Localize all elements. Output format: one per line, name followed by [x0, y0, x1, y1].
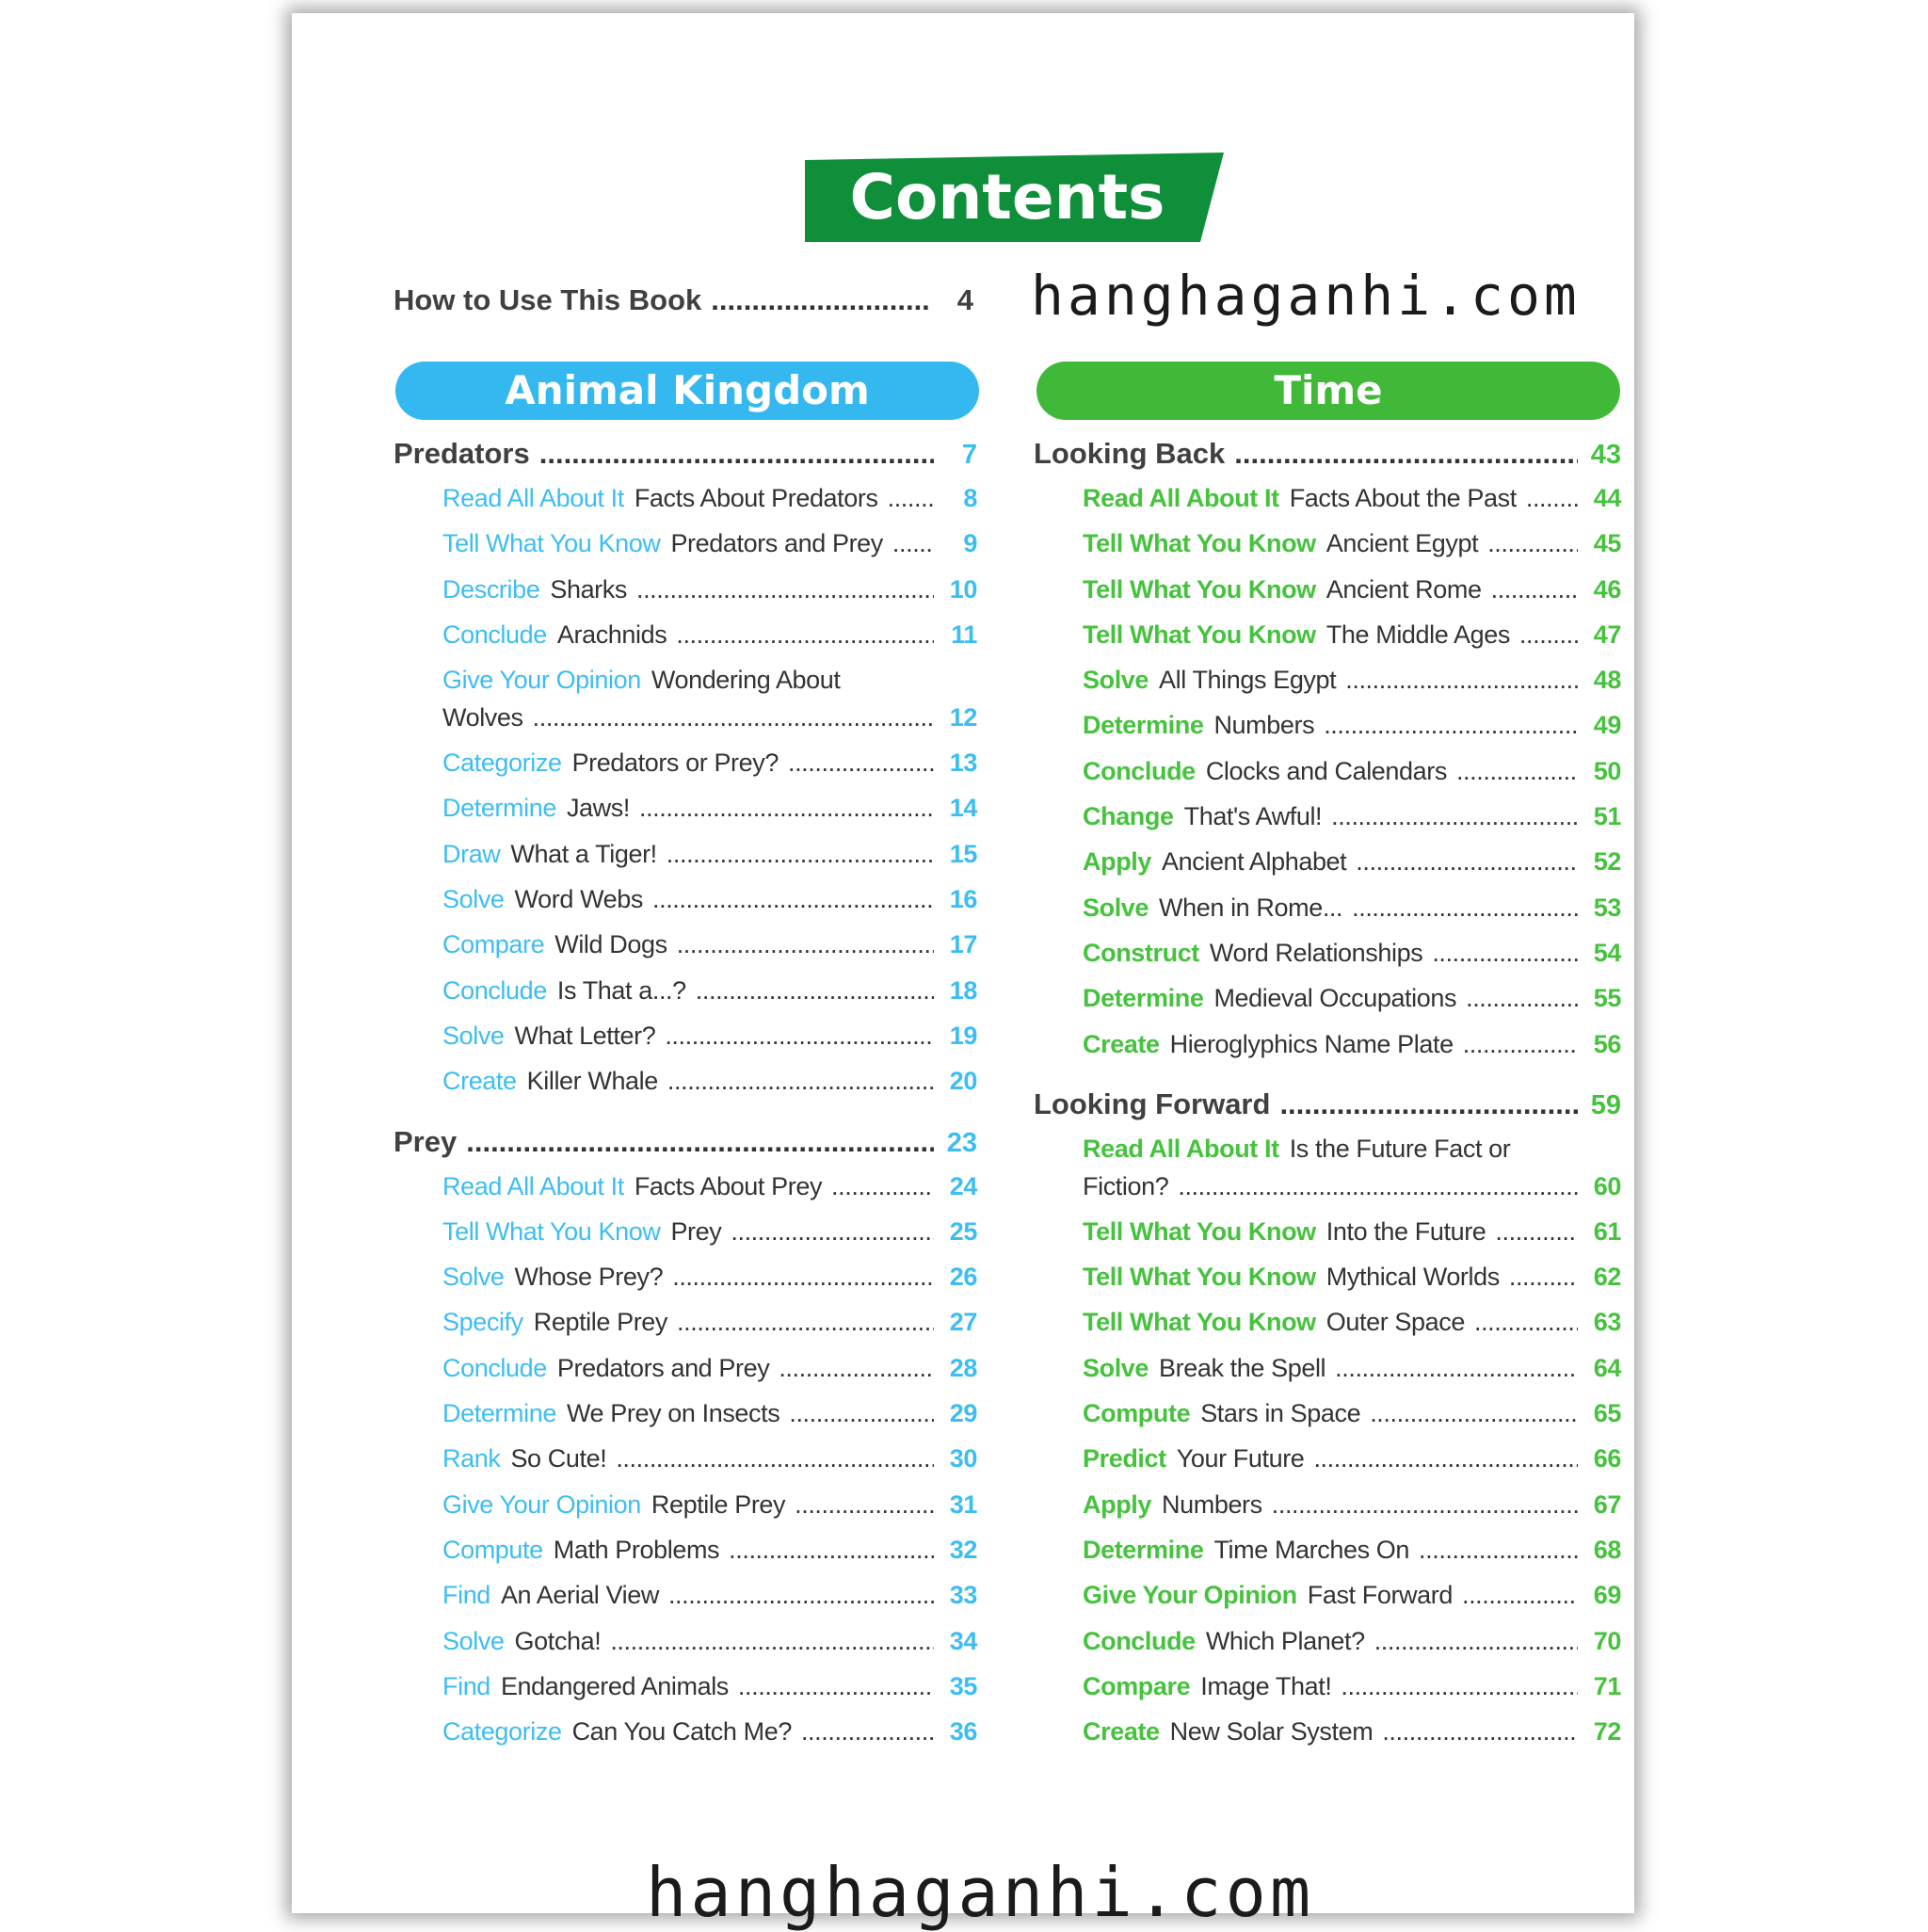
dot-leader	[677, 930, 934, 959]
toc-entry[interactable]	[394, 749, 977, 794]
toc-entry[interactable]	[394, 930, 977, 975]
toc-entry[interactable]	[394, 794, 977, 839]
toc-entry[interactable]	[394, 1217, 977, 1263]
dot-leader	[652, 885, 934, 914]
dot-leader	[667, 1067, 934, 1096]
toc-entry[interactable]	[1034, 666, 1621, 711]
toc-entry[interactable]	[1034, 894, 1621, 939]
toc-entry[interactable]	[1034, 1135, 1621, 1172]
toc-entry[interactable]	[1034, 1217, 1621, 1263]
skill-label: Give Your Opinion	[442, 1489, 641, 1519]
entry-title: The Middle Ages	[1326, 620, 1510, 649]
toc-entry[interactable]	[394, 1354, 977, 1399]
toc-entry[interactable]	[1034, 1308, 1621, 1353]
dot-leader	[731, 1217, 934, 1247]
entry-title: Is That a...?	[556, 975, 686, 1005]
dot-leader	[1491, 575, 1578, 604]
dot-leader	[636, 575, 934, 604]
page-number: 31	[949, 1489, 977, 1519]
page-number: 55	[1593, 984, 1621, 1013]
contents-title: Contents	[849, 161, 1165, 233]
entry-title: New Solar System	[1169, 1717, 1374, 1747]
dot-leader	[667, 840, 934, 869]
entry-title: Prey	[670, 1216, 722, 1246]
section-looking-back[interactable]	[1034, 437, 1621, 484]
dot-leader	[1526, 484, 1578, 513]
dot-leader	[1432, 939, 1578, 968]
dot-leader	[1382, 1717, 1578, 1747]
entry-title: Wild Dogs	[554, 930, 667, 959]
toc-entry[interactable]	[1034, 529, 1621, 574]
skill-label: Apply	[1083, 1489, 1152, 1519]
section-title: Predators	[394, 437, 530, 470]
entry-title: Break the Spell	[1159, 1353, 1326, 1382]
skill-label: Compare	[442, 930, 545, 959]
entry-title-continued: Fiction?	[1083, 1171, 1169, 1200]
skill-label: Read All About It	[1083, 1134, 1279, 1163]
toc-entry[interactable]	[1034, 575, 1621, 620]
dot-leader	[1519, 620, 1578, 650]
toc-entry[interactable]	[1034, 847, 1621, 893]
toc-entry[interactable]	[1034, 757, 1621, 802]
dot-leader	[672, 1263, 934, 1292]
skill-label: Construct	[1083, 938, 1199, 967]
page-number: 64	[1593, 1353, 1621, 1382]
page-number: 9	[963, 529, 977, 558]
toc-entry[interactable]	[394, 1067, 977, 1112]
page-number: 34	[949, 1626, 977, 1655]
page-number: 46	[1593, 574, 1621, 604]
dot-leader	[1335, 1354, 1578, 1383]
toc-entry[interactable]	[394, 1717, 977, 1763]
dot-leader	[616, 1444, 934, 1473]
toc-entry[interactable]	[1034, 1444, 1621, 1489]
entry-title: Reptile Prey	[533, 1308, 668, 1337]
page-number: 71	[1593, 1671, 1621, 1700]
page-number: 24	[949, 1171, 977, 1200]
page-number: 53	[1593, 893, 1621, 922]
page-number: 32	[949, 1535, 977, 1564]
dot-leader	[801, 1717, 934, 1747]
toc-entry[interactable]	[394, 1490, 977, 1536]
skill-label: Solve	[442, 885, 505, 914]
entry-title: Fast Forward	[1307, 1581, 1453, 1610]
toc-entry[interactable]	[1034, 484, 1621, 529]
toc-entry[interactable]	[394, 575, 977, 620]
skill-label: Tell What You Know	[442, 1216, 661, 1246]
page-number: 62	[1593, 1263, 1621, 1292]
dot-leader	[1356, 847, 1578, 877]
looking-forward-list	[1034, 1135, 1621, 1763]
toc-entry[interactable]	[394, 1022, 977, 1067]
toc-entry[interactable]	[1034, 1581, 1621, 1626]
page-number: 8	[963, 484, 977, 512]
skill-label: Predict	[1083, 1444, 1166, 1473]
dot-leader	[1419, 1536, 1578, 1565]
page-number: 23	[946, 1127, 977, 1158]
toc-entry[interactable]	[1034, 711, 1621, 756]
skill-label: Solve	[442, 1263, 505, 1292]
prey-list	[394, 1172, 977, 1763]
entry-title: Word Webs	[514, 885, 643, 914]
dot-leader	[1234, 437, 1578, 471]
how-to-use-entry[interactable]	[394, 283, 973, 321]
dot-leader	[1341, 1672, 1578, 1701]
section-prey[interactable]	[394, 1125, 977, 1172]
dot-leader	[1456, 757, 1578, 786]
skill-label: Read All About It	[1083, 484, 1279, 512]
dot-leader	[892, 529, 934, 558]
entry-title: Mythical Worlds	[1326, 1263, 1500, 1292]
entry-title: Which Planet?	[1205, 1626, 1365, 1655]
toc-entry-continued[interactable]	[1034, 1172, 1621, 1217]
skill-label: Compute	[1083, 1399, 1191, 1428]
skill-label: Determine	[1083, 1535, 1204, 1564]
dot-leader	[677, 1308, 934, 1337]
dot-leader	[466, 1125, 934, 1159]
entry-title: Math Problems	[553, 1535, 720, 1564]
page-number: 70	[1593, 1626, 1621, 1655]
how-to-use-title: How to Use This Book	[394, 283, 702, 316]
toc-entry[interactable]	[1034, 939, 1621, 984]
page-number: 4	[956, 283, 973, 316]
dot-leader	[1324, 711, 1578, 740]
entry-title: Numbers	[1162, 1489, 1262, 1519]
entry-title: Sharks	[550, 574, 627, 604]
toc-entry[interactable]	[394, 1672, 977, 1717]
page-number: 7	[961, 440, 977, 470]
section-title: Prey	[394, 1124, 458, 1158]
page-number: 54	[1593, 938, 1621, 967]
page-number: 56	[1593, 1029, 1621, 1058]
dot-leader	[610, 1627, 934, 1656]
skill-label: Conclude	[442, 1353, 547, 1382]
entry-title: Image That!	[1200, 1671, 1332, 1700]
entry-title: Into the Future	[1326, 1216, 1486, 1246]
page-number: 48	[1593, 666, 1621, 695]
page-number: 45	[1593, 529, 1621, 558]
page-number: 69	[1593, 1581, 1621, 1610]
page-number: 28	[949, 1353, 977, 1382]
page-number: 59	[1590, 1089, 1621, 1120]
page-number: 66	[1593, 1444, 1621, 1473]
animal-kingdom-column	[394, 437, 977, 1763]
toc-entry[interactable]	[394, 620, 977, 666]
skill-label: Tell What You Know	[442, 529, 661, 558]
entry-title: Ancient Egypt	[1326, 529, 1479, 558]
skill-label: Solve	[442, 1626, 505, 1655]
skill-label: Compare	[1083, 1671, 1191, 1700]
skill-label: Find	[442, 1671, 490, 1700]
page-number: 13	[949, 749, 977, 778]
page-number: 12	[949, 703, 977, 733]
entry-title: Facts About Predators	[634, 484, 878, 512]
skill-label: Solve	[1083, 893, 1149, 922]
toc-entry[interactable]	[394, 484, 977, 529]
dot-leader	[795, 1490, 934, 1520]
dot-leader	[779, 1354, 934, 1383]
dot-leader	[711, 283, 930, 317]
dot-leader	[1474, 1308, 1578, 1337]
watermark-top: hanghaganhi.com	[1031, 264, 1581, 328]
toc-entry-continued[interactable]	[394, 703, 977, 749]
skill-label: Compute	[442, 1535, 543, 1564]
toc-entry[interactable]	[394, 1263, 977, 1308]
page-number: 19	[949, 1021, 977, 1050]
skill-label: Conclude	[1083, 756, 1196, 785]
page-number: 52	[1593, 847, 1621, 877]
skill-label: Conclude	[442, 975, 547, 1005]
page-number: 51	[1593, 802, 1621, 831]
entry-title-continued: Wolves	[442, 703, 523, 733]
entry-title: Outer Space	[1326, 1308, 1465, 1337]
entry-title: So Cute!	[510, 1444, 607, 1473]
dot-leader	[1345, 666, 1578, 695]
toc-entry[interactable]	[1034, 1263, 1621, 1308]
dot-leader	[1509, 1263, 1578, 1292]
toc-entry[interactable]	[1034, 620, 1621, 666]
page-number: 61	[1593, 1216, 1621, 1246]
page-number: 26	[949, 1263, 977, 1292]
entry-title: Facts About the Past	[1289, 484, 1517, 512]
toc-entry[interactable]	[1034, 1030, 1621, 1075]
dot-leader	[1495, 1217, 1578, 1247]
entry-title: Hieroglyphics Name Plate	[1169, 1029, 1454, 1058]
page-number: 10	[949, 574, 977, 604]
toc-entry[interactable]	[1034, 1536, 1621, 1581]
page-number: 65	[1593, 1399, 1621, 1428]
skill-label: Draw	[442, 839, 501, 868]
toc-entry[interactable]	[394, 1308, 977, 1353]
entry-title: Predators and Prey	[556, 1353, 770, 1382]
dot-leader	[1313, 1444, 1578, 1473]
predators-list	[394, 484, 977, 1113]
dot-leader	[1462, 1581, 1578, 1610]
toc-entry[interactable]	[394, 1536, 977, 1581]
animal-kingdom-header: Animal Kingdom	[395, 362, 979, 420]
entry-title: Predators or Prey?	[571, 749, 779, 778]
entry-title: Arachnids	[556, 620, 667, 649]
page-number: 60	[1593, 1171, 1621, 1200]
dot-leader	[1331, 802, 1578, 831]
entry-title: Jaws!	[566, 794, 630, 823]
entry-title: Clocks and Calendars	[1205, 756, 1447, 785]
toc-entry[interactable]	[1034, 1672, 1621, 1717]
page-number: 15	[949, 839, 977, 868]
toc-entry[interactable]	[1034, 1490, 1621, 1536]
toc-entry[interactable]	[394, 1172, 977, 1217]
skill-label: Create	[442, 1067, 517, 1096]
page-number: 18	[949, 975, 977, 1005]
page-number: 63	[1593, 1308, 1621, 1337]
skill-label: Determine	[442, 794, 556, 823]
looking-back-list	[1034, 484, 1621, 1075]
page-number: 25	[949, 1216, 977, 1246]
dot-leader	[668, 1581, 934, 1610]
contents-banner	[805, 153, 1224, 242]
skill-label: Tell What You Know	[1083, 1216, 1316, 1246]
dot-leader	[1178, 1172, 1578, 1201]
skill-label: Apply	[1083, 847, 1152, 877]
entry-title: Ancient Alphabet	[1162, 847, 1347, 877]
page-number: 17	[949, 930, 977, 959]
skill-label: Conclude	[442, 620, 547, 649]
entry-title: What a Tiger!	[510, 839, 657, 868]
skill-label: Tell What You Know	[1083, 1308, 1316, 1337]
entry-title: Your Future	[1176, 1444, 1305, 1473]
page-number: 20	[949, 1067, 977, 1096]
dot-leader	[533, 703, 934, 733]
skill-label: Solve	[1083, 1353, 1149, 1382]
section-title: Looking Forward	[1034, 1087, 1271, 1120]
skill-label: Create	[1083, 1029, 1160, 1058]
entry-title: Stars in Space	[1200, 1399, 1361, 1428]
entry-title: We Prey on Insects	[566, 1399, 780, 1428]
toc-entry[interactable]	[394, 840, 977, 885]
entry-title: Is the Future Fact or	[1289, 1134, 1511, 1163]
page-number: 16	[949, 885, 977, 914]
dot-leader	[831, 1172, 934, 1201]
skill-label: Describe	[442, 574, 540, 604]
page-number: 49	[1593, 711, 1621, 740]
entry-title: Wondering About	[651, 666, 841, 695]
toc-entry[interactable]	[394, 885, 977, 930]
page-number: 67	[1593, 1489, 1621, 1519]
toc-entry[interactable]	[394, 1444, 977, 1489]
dot-leader	[665, 1022, 934, 1051]
skill-label: Give Your Opinion	[442, 666, 641, 695]
page-number: 30	[949, 1444, 977, 1473]
dot-leader	[738, 1672, 934, 1701]
entry-title: Gotcha!	[514, 1626, 602, 1655]
dot-leader	[1370, 1399, 1578, 1428]
section-title: Looking Back	[1034, 437, 1226, 470]
entry-title: An Aerial View	[500, 1581, 659, 1610]
entry-title: Can You Catch Me?	[571, 1717, 792, 1747]
dot-leader	[639, 794, 934, 823]
dot-leader	[789, 1399, 934, 1428]
skill-label: Determine	[442, 1399, 556, 1428]
toc-entry[interactable]	[394, 529, 977, 574]
skill-label: Tell What You Know	[1083, 529, 1316, 558]
page-number: 29	[949, 1399, 977, 1428]
entry-title: Reptile Prey	[651, 1489, 786, 1519]
dot-leader	[1487, 529, 1578, 558]
entry-title: Endangered Animals	[500, 1671, 729, 1700]
page-number: 33	[949, 1581, 977, 1610]
skill-label: Specify	[442, 1308, 523, 1337]
entry-title: Killer Whale	[526, 1067, 658, 1096]
page-number: 36	[949, 1717, 977, 1747]
entry-title: Word Relationships	[1209, 938, 1423, 967]
skill-label: Rank	[442, 1444, 501, 1473]
toc-entry[interactable]	[1034, 1717, 1621, 1763]
skill-label: Categorize	[442, 1717, 562, 1747]
skill-label: Conclude	[1083, 1626, 1196, 1655]
toc-entry[interactable]	[1034, 802, 1621, 847]
toc-entry[interactable]	[1034, 1354, 1621, 1399]
toc-entry[interactable]	[1034, 1627, 1621, 1672]
skill-label: Tell What You Know	[1083, 620, 1316, 649]
dot-leader	[539, 437, 934, 471]
toc-entry[interactable]	[1034, 984, 1621, 1029]
toc-entry[interactable]	[394, 666, 977, 703]
page-number: 72	[1593, 1717, 1621, 1747]
page-number: 27	[949, 1308, 977, 1337]
skill-label: Solve	[442, 1021, 505, 1050]
toc-entry[interactable]	[394, 976, 977, 1022]
skill-label: Change	[1083, 802, 1174, 831]
dot-leader	[1279, 1087, 1578, 1121]
skill-label: Solve	[1083, 666, 1149, 695]
skill-label: Give Your Opinion	[1083, 1581, 1297, 1610]
skill-label: Determine	[1083, 984, 1204, 1013]
entry-title: What Letter?	[514, 1021, 656, 1050]
dot-leader	[676, 620, 934, 650]
dot-leader	[1463, 1030, 1578, 1059]
skill-label: Read All About It	[442, 1171, 624, 1200]
toc-entry[interactable]	[394, 1399, 977, 1444]
dot-leader	[1466, 984, 1578, 1013]
dot-leader	[729, 1536, 934, 1565]
entry-title: That's Awful!	[1183, 802, 1323, 831]
page-number: 14	[949, 794, 977, 823]
page-number: 43	[1590, 440, 1621, 470]
page-number: 35	[949, 1671, 977, 1700]
skill-label: Tell What You Know	[1083, 574, 1316, 604]
page-number: 68	[1593, 1535, 1621, 1564]
toc-entry[interactable]	[1034, 1399, 1621, 1444]
skill-label: Determine	[1083, 711, 1204, 740]
time-column	[1034, 437, 1621, 1763]
dot-leader	[1374, 1627, 1578, 1656]
toc-entry[interactable]	[394, 1627, 977, 1672]
entry-title: All Things Egypt	[1159, 666, 1337, 695]
dot-leader	[1272, 1490, 1578, 1520]
dot-leader	[696, 976, 934, 1006]
entry-title: Ancient Rome	[1326, 574, 1482, 604]
toc-entry[interactable]	[394, 1581, 977, 1626]
entry-title: Predators and Prey	[670, 529, 883, 558]
watermark-bottom: hanghaganhi.com	[646, 1853, 1315, 1932]
entry-title: Time Marches On	[1213, 1535, 1410, 1564]
skill-label: Read All About It	[442, 484, 624, 512]
section-looking-forward[interactable]	[1034, 1087, 1621, 1135]
dot-leader	[1352, 894, 1578, 923]
page-number: 50	[1593, 756, 1621, 785]
page-number: 47	[1593, 620, 1621, 649]
page-number: 11	[951, 620, 977, 649]
dot-leader	[788, 749, 934, 778]
skill-label: Categorize	[442, 749, 562, 778]
skill-label: Create	[1083, 1717, 1160, 1747]
page-number: 44	[1593, 484, 1621, 512]
skill-label: Find	[442, 1581, 490, 1610]
entry-title: Facts About Prey	[634, 1171, 823, 1200]
dot-leader	[888, 484, 934, 513]
entry-title: Whose Prey?	[514, 1263, 664, 1292]
skill-label: Tell What You Know	[1083, 1263, 1316, 1292]
time-header: Time	[1036, 362, 1620, 420]
section-predators[interactable]	[394, 437, 977, 484]
entry-title: Medieval Occupations	[1213, 984, 1457, 1013]
entry-title: Numbers	[1213, 711, 1315, 740]
entry-title: When in Rome...	[1159, 893, 1343, 922]
